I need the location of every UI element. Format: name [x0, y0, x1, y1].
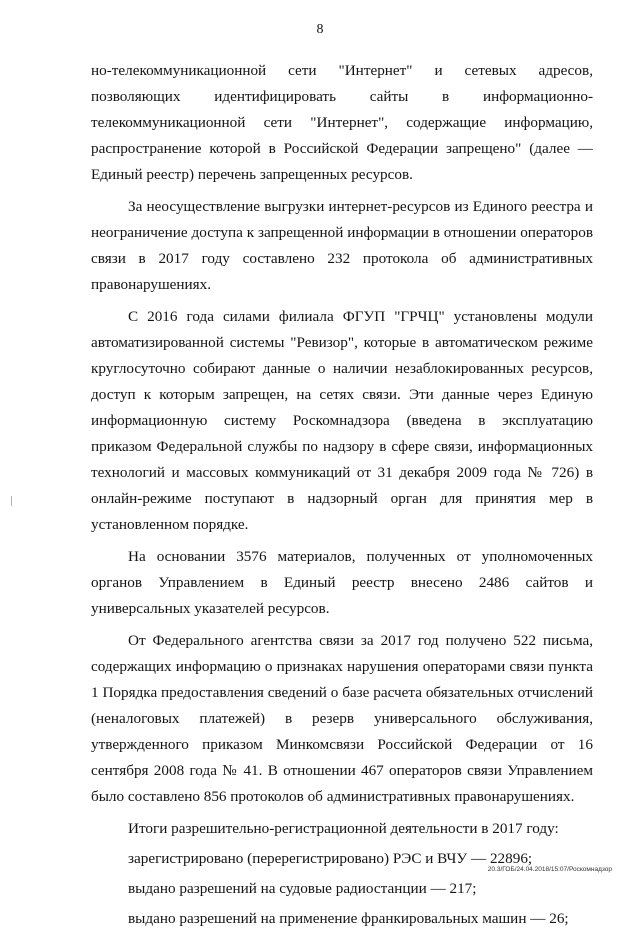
margin-mark	[11, 496, 12, 506]
footer-stamp: 20.3/ГОБ/24.04.2018/15:07/Роскомнадзор	[487, 866, 612, 873]
paragraph-revizor-system: С 2016 года силами филиала ФГУП "ГРЧЦ" установлены модули автоматизированной системы "Ревизор", которые в автоматическом режиме круглосуточно собирают данные о наличии незаблокированных ресурсов, доступ к которым запрещен, на сетях связи. Эти данные через Единую информационную систему Роскомнадзора (введена в эксплуатацию приказом Федеральной службы по надзору в сфере связи, информационных технологий и массовых коммуникаций от 31 декабря 2009 года № 726) в онлайн-режиме поступают в надзорный орган для принятия мер в установленном порядке.	[91, 308, 593, 533]
results-heading: Итоги разрешительно-регистрационной деятельности в 2017 году:	[128, 820, 559, 837]
paragraph-federal-agency: От Федерального агентства связи за 2017 год получено 522 письма, содержащих информацию о признаках нарушения операторами связи пункта 1 Порядка предоставления сведений о базе расчета обязательных отчислений (неналоговых платежей) в резерв универсального обслуживания, утвержденного приказом Минкомсвязи Российской Федерации от 16 сентября 2008 года № 41. В отношении 467 операторов связи Управлением было составлено 856 протоколов об административных правонарушениях.	[91, 632, 593, 805]
paragraph-violations: За неосуществление выгрузки интернет-ресурсов из Единого реестра и неограничение доступа к запрещенной информации в отношении операторов связи в 2017 году составлено 232 протокола об административных правонарушениях.	[91, 198, 593, 293]
document-body	[91, 58, 593, 934]
results-item: выдано разрешений на судовые радиостанции — 217;	[128, 880, 477, 897]
results-item: выдано разрешений на применение франкировальных машин — 26;	[128, 910, 569, 927]
page-number: 8	[316, 22, 324, 37]
paragraph-continued: но-телекоммуникационной сети "Интернет" и сетевых адресов, позволяющих идентифицировать сайты в информационно-телекоммуникационной сети "Интернет", содержащие информацию, распространение которой в Российской Федерации запрещено" (далее — Единый реестр) перечень запрещенных ресурсов.	[91, 62, 593, 183]
paragraph-registry-entries: На основании 3576 материалов, полученных от уполномоченных органов Управлением в Единый реестр внесено 2486 сайтов и универсальных указателей ресурсов.	[91, 548, 593, 617]
results-item: зарегистрировано (перерегистрировано) РЭС и ВЧУ — 22896;	[128, 850, 533, 867]
